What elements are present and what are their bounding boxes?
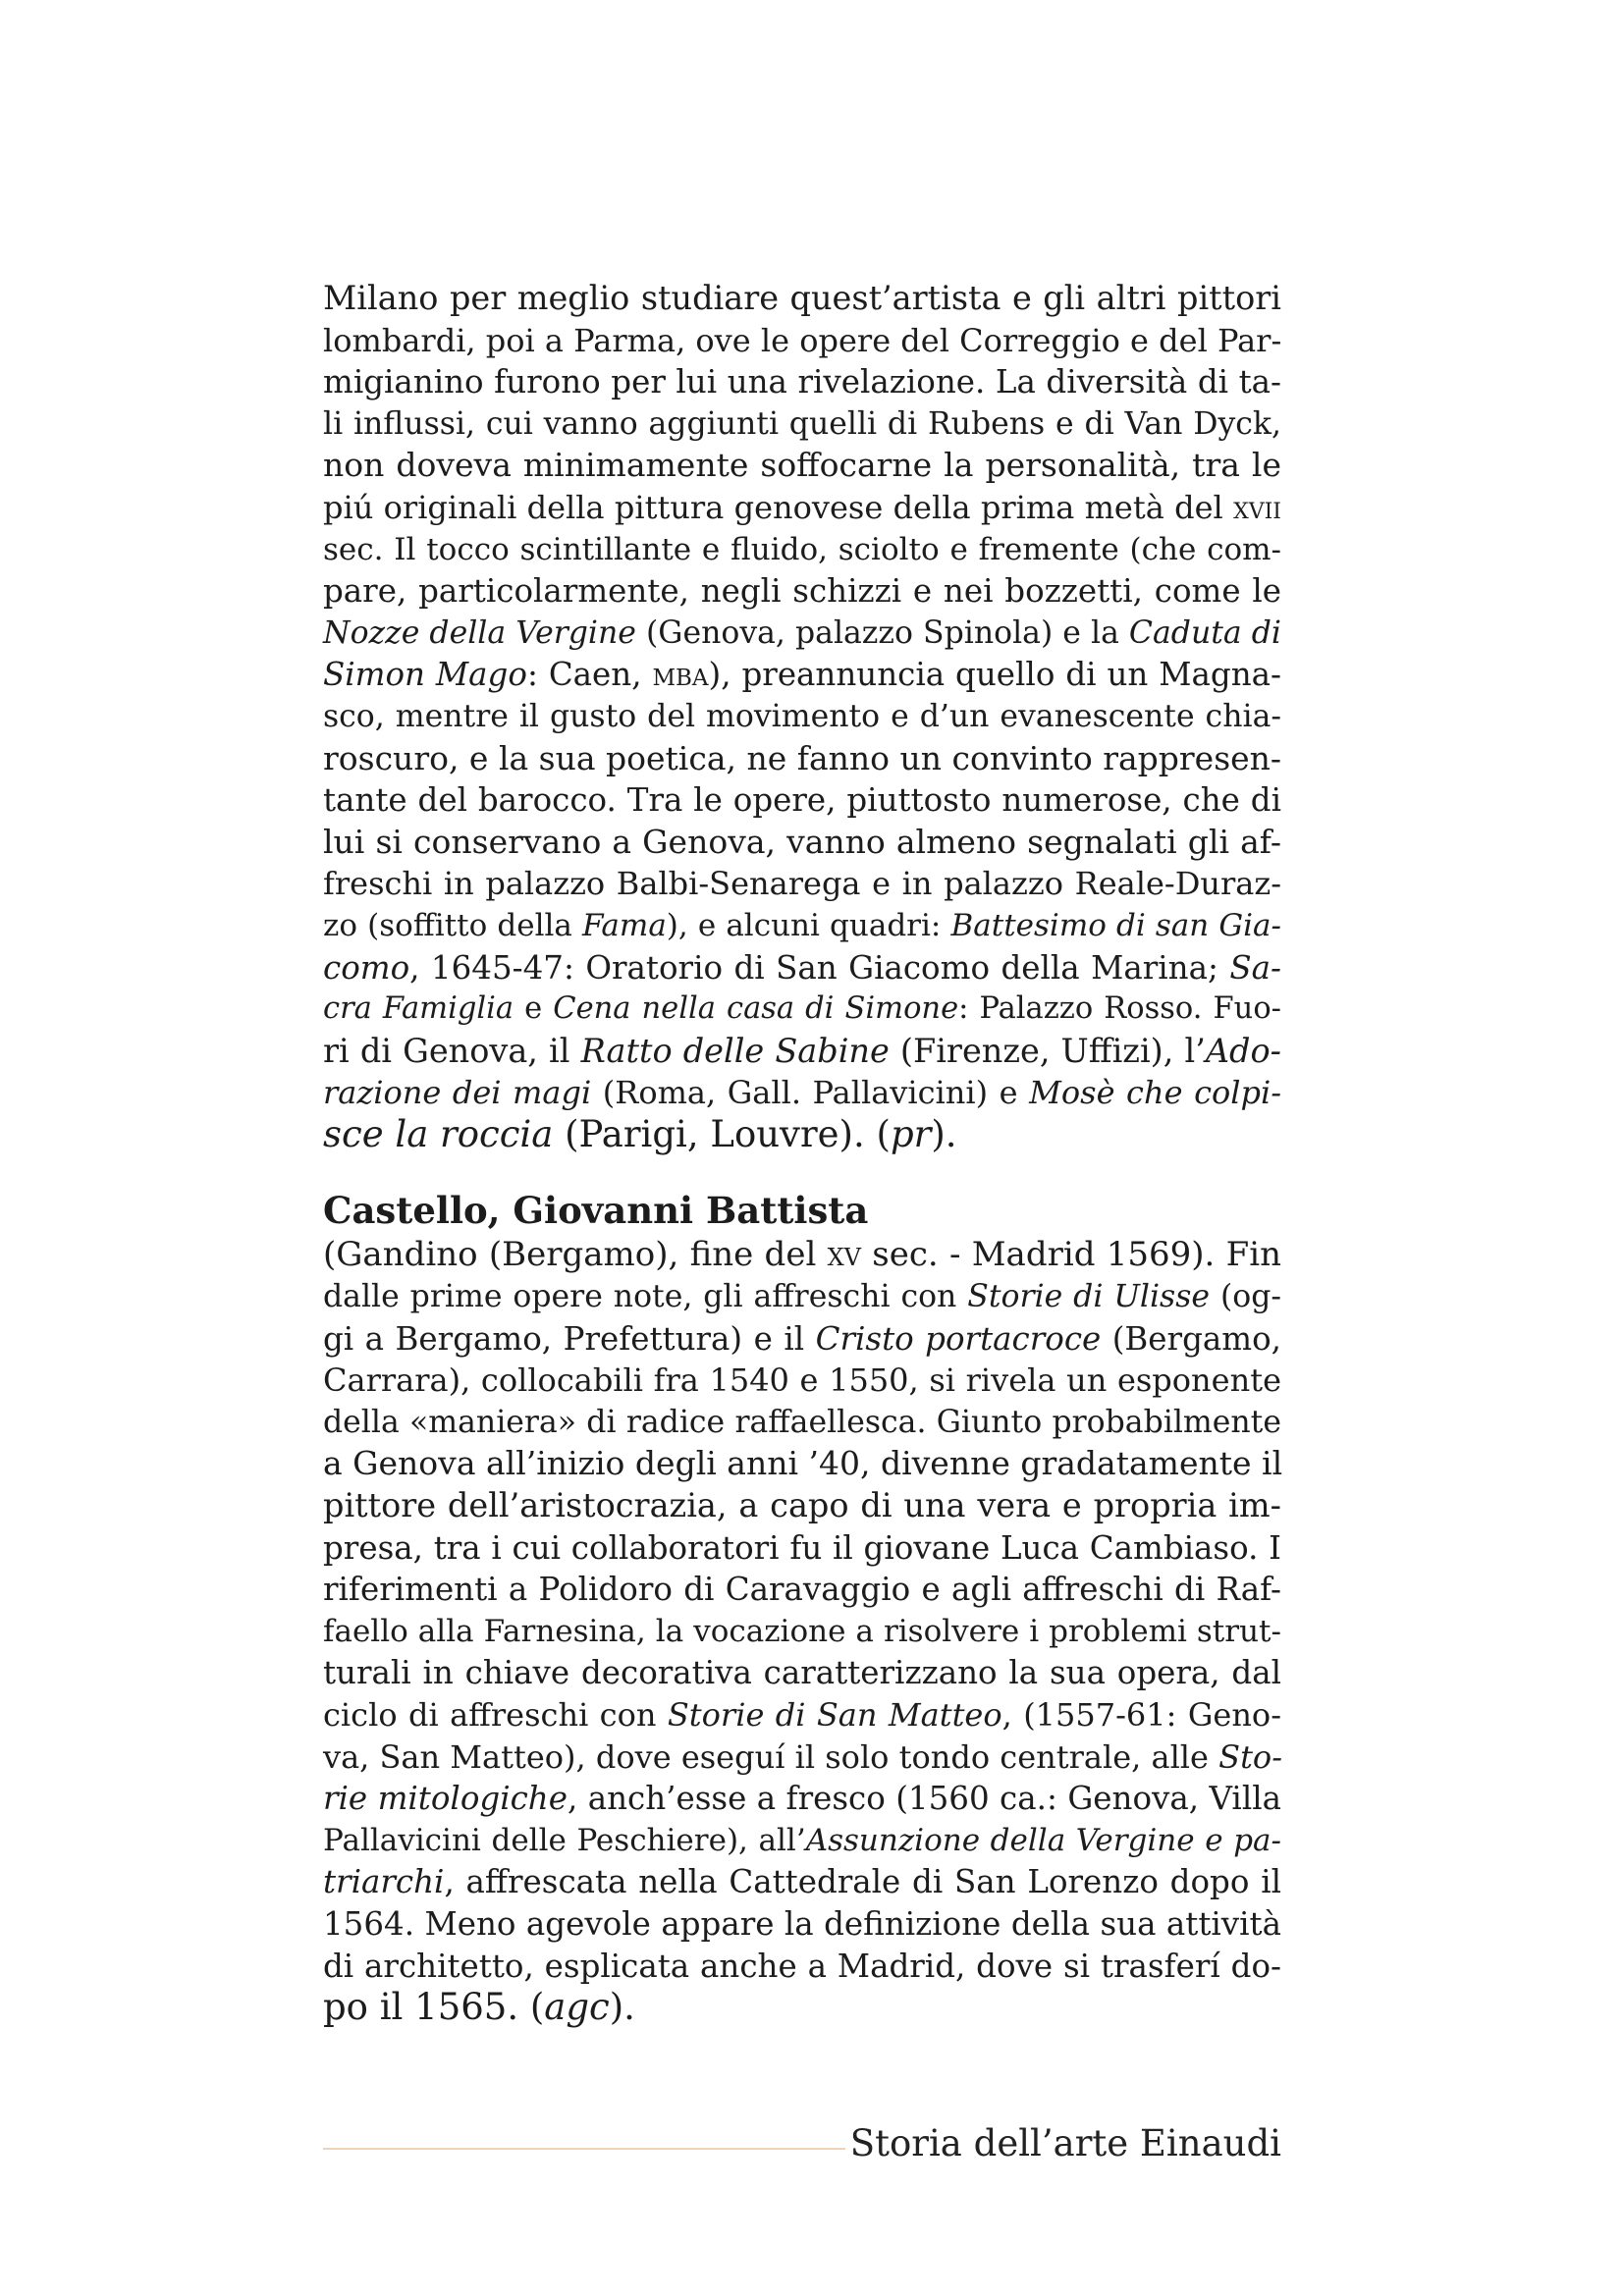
- text-line: rie mitologiche, anch’esse a fresco (1560 ca.: Genova, Villa: [323, 1780, 1281, 1818]
- artwork-title: Sa-: [1229, 948, 1281, 987]
- text-line: roscuro, e la sua poetica, ne fanno un convinto rappresen-: [323, 738, 1282, 777]
- artwork-title: Cena nella casa di Simone: [553, 991, 959, 1027]
- text-line: ciclo di affreschi con Storie di San Matteo, (1557-61: Geno-: [323, 1696, 1282, 1734]
- artwork-title: Ratto delle Sabine: [580, 1031, 890, 1070]
- text-line: li influssi, cui vanno aggiunti quelli di Rubens e di Van Dyck,: [323, 405, 1281, 442]
- text-line: como, 1645-47: Oratorio di San Giacomo della Marina; Sa-: [323, 948, 1281, 987]
- text-line: non doveva minimamente soffocarne la personalità, tra le: [323, 446, 1281, 485]
- text-line: Pallavicini delle Peschiere), all’Assunzione della Vergine e pa-: [323, 1822, 1281, 1858]
- text-line: pare, particolarmente, negli schizzi e nei bozzetti, come le: [323, 572, 1281, 611]
- artwork-title: rie mitologiche: [323, 1780, 568, 1818]
- page-body: [323, 278, 1281, 2029]
- artwork-title: razione dei magi: [323, 1074, 592, 1112]
- text-line: riferimenti a Polidoro di Caravaggio e agli affreschi di Raf-: [323, 1571, 1281, 1609]
- text-line: Simon Mago: Caen, mba), preannuncia quello di un Magna-: [323, 656, 1281, 694]
- artwork-title: Sto-: [1218, 1737, 1282, 1776]
- text-line: Carrara), collocabili fra 1540 e 1550, si rivela un esponente: [323, 1362, 1281, 1400]
- artwork-title: Assunzione della Vergine e pa-: [805, 1822, 1281, 1858]
- text-line: della «maniera» di radice raffaellesca. Giunto probabilmente: [323, 1404, 1281, 1440]
- artwork-title: Mosè che colpi-: [1029, 1074, 1282, 1112]
- text-line: po il 1565. (agc).: [323, 1986, 635, 2029]
- text-line: lui si conservano a Genova, vanno almeno segnalati gli af-: [323, 822, 1281, 861]
- artwork-title: Battesimo di san Gia-: [950, 907, 1281, 943]
- text-line: Nozze della Vergine (Genova, palazzo Spinola) e la Caduta di: [323, 614, 1281, 651]
- artwork-title: Simon Mago: [323, 656, 527, 694]
- artwork-title: Ado-: [1205, 1031, 1281, 1070]
- text-line: gi a Bergamo, Prefettura) e il Cristo portacroce (Bergamo,: [323, 1319, 1281, 1358]
- text-line: turali in chiave decorativa caratterizzano la sua opera, dal: [323, 1654, 1281, 1692]
- text-line: 1564. Meno agevole appare la definizione della sua attività: [323, 1904, 1281, 1943]
- footer-divider: [323, 2148, 845, 2150]
- text-line: Milano per meglio studiare quest’artista e gli altri pittori: [323, 279, 1281, 317]
- artwork-title: triarchi: [323, 1863, 445, 1901]
- text-line: migianino furono per lui una rivelazione. La diversità di ta-: [323, 363, 1281, 401]
- article-entry: [323, 1189, 1281, 2028]
- text-line: faello alla Farnesina, la vocazione a risolvere i problemi strut-: [323, 1613, 1281, 1649]
- text-line: va, San Matteo), dove eseguí il solo tondo centrale, alle Sto-: [323, 1737, 1282, 1776]
- artwork-title: como: [323, 948, 410, 987]
- text-line: a Genova all’inizio degli anni ’40, divenne gradatamente il: [323, 1444, 1283, 1483]
- text-line: zo (soffitto della Fama), e alcuni quadri: Battesimo di san Gia-: [323, 907, 1281, 943]
- artwork-title: Storie di San Matteo: [667, 1696, 1002, 1734]
- text-line: piú originali della pittura genovese della prima metà del xvii: [323, 488, 1281, 526]
- artwork-title: Caduta di: [1128, 614, 1281, 651]
- text-line: (Gandino (Bergamo), fine del xv sec. - Madrid 1569). Fin: [323, 1235, 1281, 1275]
- text-line: lombardi, poi a Parma, ove le opere del Correggio e del Par-: [323, 321, 1282, 359]
- text-line: sco, mentre il gusto del movimento e d’un evanescente chia-: [323, 698, 1281, 734]
- artwork-title: Nozze della Vergine: [323, 614, 636, 651]
- text-line: sec. Il tocco scintillante e fluido, sciolto e fremente (che com-: [323, 531, 1281, 567]
- text-line: freschi in palazzo Balbi-Senarega e in palazzo Reale-Duraz-: [323, 865, 1281, 903]
- text-line: pittore dell’aristocrazia, a capo di una vera e propria im-: [323, 1486, 1281, 1525]
- page-footer: [323, 2120, 1281, 2167]
- text-line: ri di Genova, il Ratto delle Sabine (Firenze, Uffizi), l’Ado-: [323, 1031, 1281, 1070]
- text-line: cra Famiglia e Cena nella casa di Simone: Palazzo Rosso. Fuo-: [323, 991, 1281, 1027]
- artwork-title: Storie di Ulisse: [967, 1279, 1211, 1315]
- artwork-title: sce la roccia: [323, 1112, 554, 1155]
- entry-title: Castello, Giovanni Battista: [323, 1189, 869, 1233]
- text-line: sce la roccia (Parigi, Louvre). (pr).: [323, 1112, 957, 1155]
- footer-publisher: Storia dell’arte Einaudi: [849, 2122, 1281, 2164]
- text-line: di architetto, esplicata anche a Madrid, dove si trasferí do-: [323, 1947, 1281, 1985]
- text-line: triarchi, affrescata nella Cattedrale di San Lorenzo dopo il: [323, 1863, 1281, 1901]
- artwork-title: Fama: [582, 907, 667, 943]
- author-initials: pr: [890, 1112, 932, 1155]
- artwork-title: Cristo portacroce: [815, 1319, 1102, 1358]
- text-line: razione dei magi (Roma, Gall. Pallavicini) e Mosè che colpi-: [323, 1074, 1282, 1112]
- text-line: presa, tra i cui collaboratori fu il giovane Luca Cambiaso. I: [323, 1528, 1281, 1567]
- artwork-title: cra Famiglia: [323, 991, 514, 1027]
- text-line: dalle prime opere note, gli affreschi con Storie di Ulisse (og-: [323, 1279, 1281, 1315]
- text-line: tante del barocco. Tra le opere, piuttosto numerose, che di: [323, 781, 1281, 820]
- author-initials: agc: [544, 1986, 610, 2029]
- article-continued: [323, 278, 1281, 1155]
